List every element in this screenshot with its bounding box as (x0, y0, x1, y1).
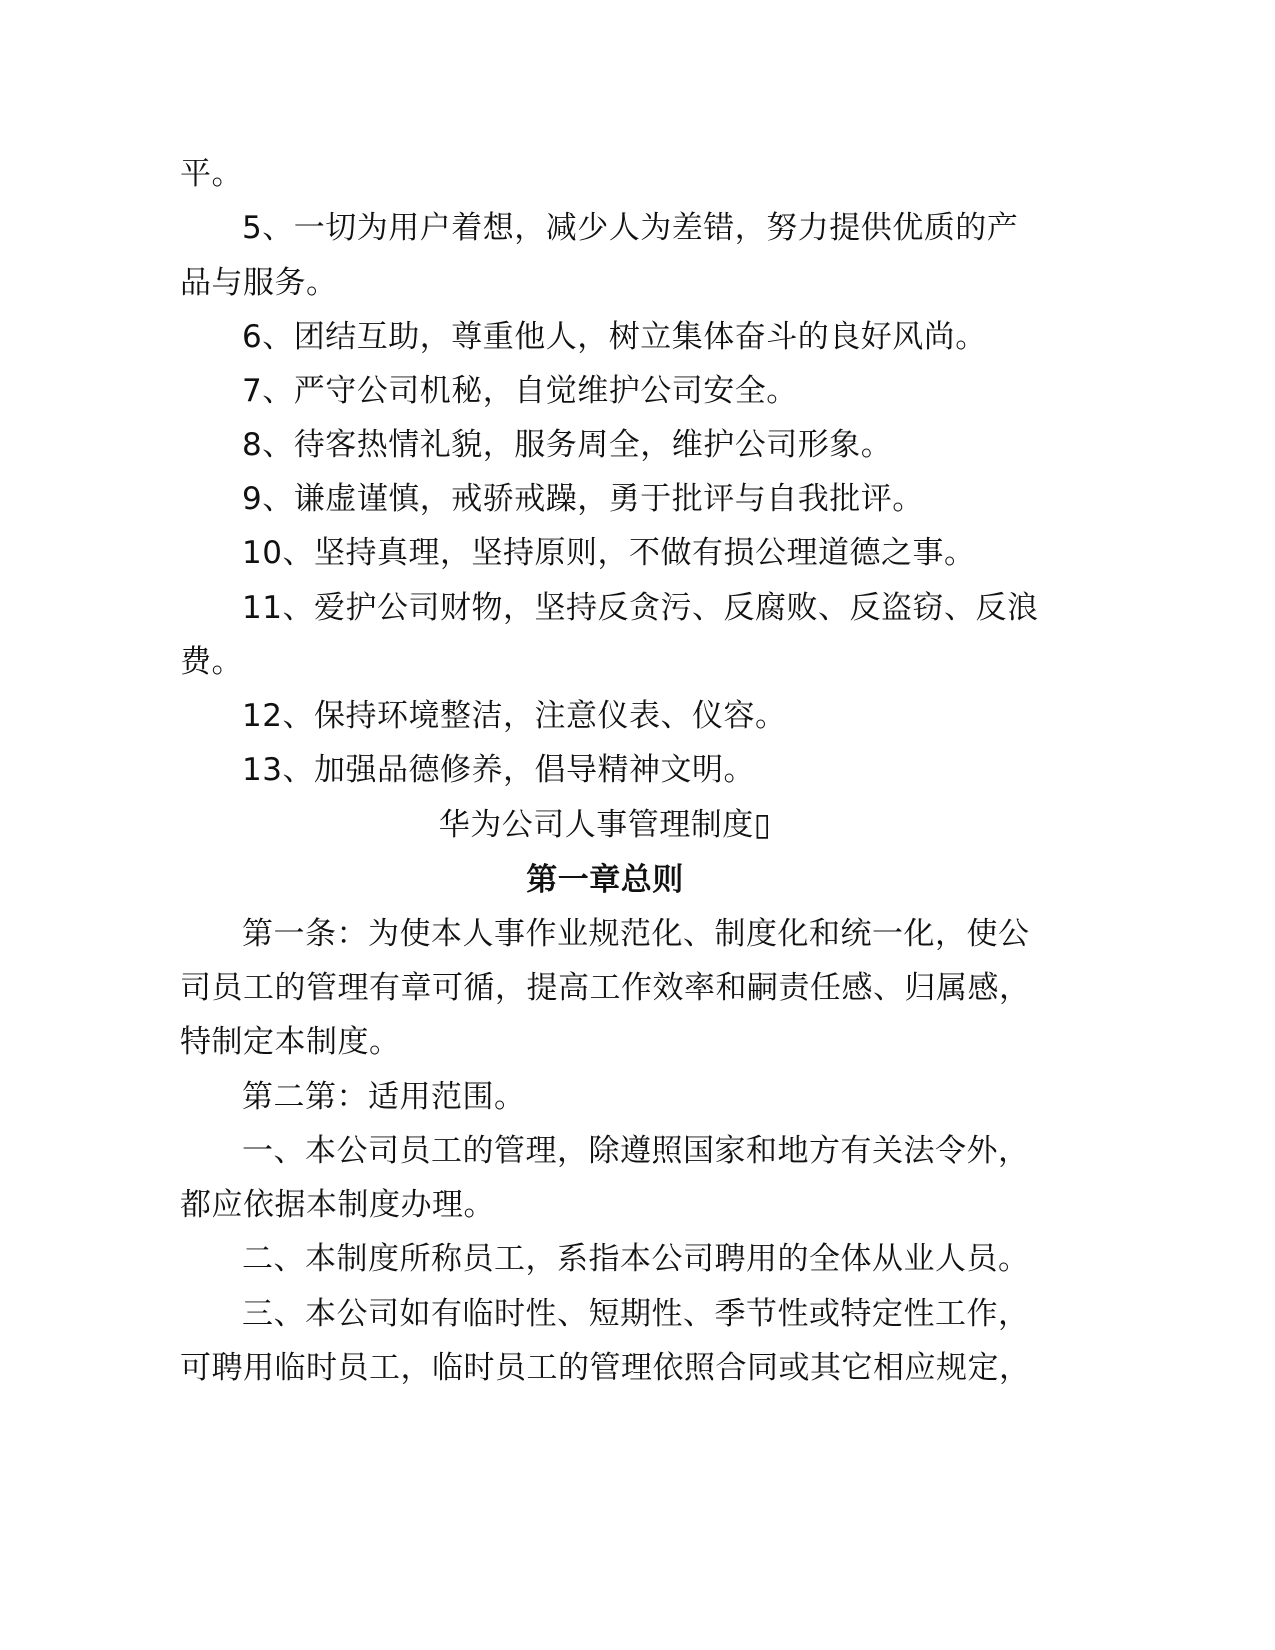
list-item-7: 7、严守公司机秘，自觉维护公司安全。 (242, 373, 798, 409)
clause-3-line: 可聘用临时员工，临时员工的管理依照合同或其它相应规定， (180, 1350, 1031, 1386)
document-title: 华为公司人事管理制度▯ (438, 807, 772, 843)
text-line: 平。 (180, 156, 243, 192)
list-item-8: 8、待客热情礼貌，服务周全，维护公司形象。 (242, 427, 893, 463)
list-item-9: 9、谦虚谨慎，戒骄戒躁，勇于批评与自我批评。 (242, 481, 924, 517)
article-2-line: 第二第：适用范围。 (242, 1079, 526, 1115)
clause-3-line: 三、本公司如有临时性、短期性、季节性或特定性工作， (242, 1296, 1030, 1332)
clause-1-line: 都应依据本制度办理。 (180, 1187, 495, 1223)
text-line: 品与服务。 (180, 265, 338, 301)
clause-2-line: 二、本制度所称员工，系指本公司聘用的全体从业人员。 (242, 1241, 1030, 1277)
list-item-5: 5、一切为用户着想，减少人为差错，努力提供优质的产 (242, 210, 1019, 246)
clause-1-line: 一、本公司员工的管理，除遵照国家和地方有关法令外， (242, 1133, 1030, 1169)
list-item-13: 13、加强品德修养，倡导精神文明。 (242, 752, 755, 788)
article-1-line: 特制定本制度。 (180, 1024, 401, 1060)
article-1-line: 司员工的管理有章可循，提高工作效率和嗣责任感、归属感， (180, 970, 1031, 1006)
article-1-line: 第一条：为使本人事作业规范化、制度化和统一化，使公 (242, 916, 1030, 952)
list-item-10: 10、坚持真理，坚持原则，不做有损公理道德之事。 (242, 535, 976, 571)
text-line: 费。 (180, 644, 243, 680)
list-item-12: 12、保持环境整洁，注意仪表、仪容。 (242, 698, 787, 734)
chapter-heading: 第一章总则 (526, 862, 684, 898)
list-item-6: 6、团结互助，尊重他人，树立集体奋斗的良好风尚。 (242, 319, 987, 355)
list-item-11: 11、爱护公司财物，坚持反贪污、反腐败、反盗窃、反浪 (242, 590, 1039, 626)
